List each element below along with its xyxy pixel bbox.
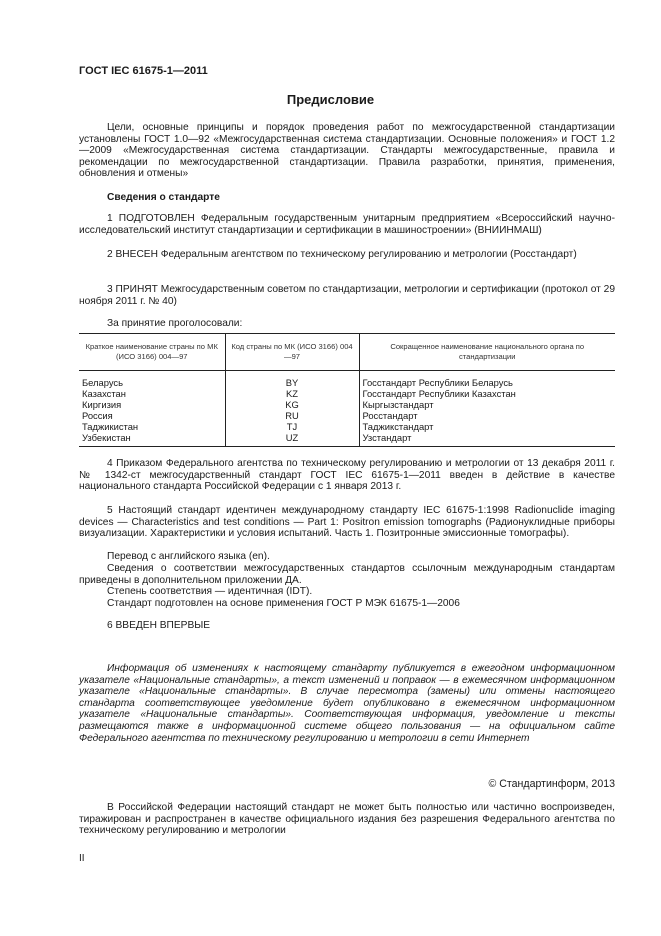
- country-code: TJ: [225, 421, 359, 432]
- page-number: II: [79, 853, 85, 864]
- header-country-name: Краткое наименование страны по МК (ИСО 3166) 004—97: [79, 334, 225, 371]
- voting-countries-table: [79, 333, 615, 447]
- country-name: Россия: [82, 410, 113, 421]
- table-row: [79, 388, 615, 399]
- standards-body: Росстандарт: [359, 410, 615, 421]
- item-3-adopted: 3 ПРИНЯТ Межгосударственным советом по стандартизации, метрологии и сертификации (протокол от 29 ноября 2011 г. № 40): [79, 284, 615, 307]
- table-row: [79, 432, 615, 447]
- country-name: Таджикистан: [82, 421, 139, 432]
- voted-caption: За принятие проголосовали:: [107, 318, 243, 329]
- item-2-submitted: 2 ВНЕСЕН Федеральным агентством по техническому регулированию и метрологии (Росстандарт): [107, 249, 577, 260]
- item-1-prepared: 1 ПОДГОТОВЛЕН Федеральным государственным унитарным предприятием «Всероссийский научно-исследовательский институт стандартизации и сертификации в машиностроении» (ВНИИНМАШ): [79, 213, 615, 236]
- item-4-order: 4 Приказом Федерального агентства по техническому регулированию и метрологии от 13 декабря 2011 г. № 1342-ст межгосударственный стандарт ГОСТ IEC 61675-1—2011 введен в действие в качестве национального стандарта Российской Федерации с 1 января 2013 г.: [79, 458, 615, 493]
- country-name: Киргизия: [82, 399, 122, 410]
- basis-note: Стандарт подготовлен на основе применения ГОСТ Р МЭК 61675-1—2006: [107, 598, 460, 609]
- item-5-identity: 5 Настоящий стандарт идентичен международному стандарту IEC 61675-1:1998 Radionuclide imaging devices — Characteristics and test conditions — Part 1: Positron emission tomographs (Радионуклидные приборы визуализации. Характеристики и условия испытаний. Часть 1. Позитронные эмиссионные томографы).: [79, 505, 615, 540]
- country-code: KZ: [225, 388, 359, 399]
- item-6-introduced: 6 ВВЕДЕН ВПЕРВЫЕ: [107, 620, 211, 631]
- translation-note: Перевод с английского языка (en).: [107, 551, 270, 562]
- table-row: [79, 399, 615, 410]
- country-name: Казахстан: [82, 388, 126, 399]
- standards-body: Узстандарт: [359, 432, 615, 447]
- standards-body: Госстандарт Республики Казахстан: [359, 388, 615, 399]
- references-note: Сведения о соответствии межгосударственных стандартов ссылочным международным стандартам приведены в дополнительном приложении ДА.: [79, 563, 615, 586]
- header-standards-body: Сокращенное наименование национального органа по стандартизации: [359, 334, 615, 371]
- amendments-notice: Информация об изменениях к настоящему стандарту публикуется в ежегодном информационном указателе «Национальные стандарты», а текст изменений и поправок — в ежемесячном информационном указателе «Национальные стандарты». В случае пересмотра (замены) или отмены настоящего стандарта соответствующее уведомление будет опубликовано в ежемесячном информационном указателе «Национальные стандарты». Соответствующая информация, уведомление и тексты размещаются также в информационной системе общего пользования — на официальном сайте Федерального агентства по техническому регулированию и метрологии в сети Интернет: [79, 663, 615, 744]
- table-row: [79, 371, 615, 389]
- reproduction-rights: В Российской Федерации настоящий стандарт не может быть полностью или частично воспроизведен, тиражирован и распространен в качестве официального издания без разрешения Федерального агентства по техническому регулированию и метрологии: [79, 802, 615, 837]
- country-code: KG: [225, 399, 359, 410]
- table-header-row: [79, 334, 615, 371]
- conformity-degree: Степень соответствия — идентичная (IDT).: [107, 586, 313, 597]
- table-row: [79, 421, 615, 432]
- intro-paragraph: Цели, основные принципы и порядок проведения работ по межгосударственной стандартизации установлены ГОСТ 1.0—92 «Межгосударственная система стандартизации. Основные положения» и ГОСТ 1.2—2009 «Межгосударственная система стандартизации. Стандарты межгосударственные, правила и рекомендации по межгосударственной стандартизации. Правила разработки, принятия, применения, обновления и отмены»: [79, 122, 615, 180]
- header-country-code: Код страны по МК (ИСО 3166) 004—97: [225, 334, 359, 371]
- country-code: BY: [225, 371, 359, 389]
- document-code: ГОСТ IEC 61675-1—2011: [79, 65, 208, 77]
- standards-body: Таджикстандарт: [359, 421, 615, 432]
- country-name: Узбекистан: [79, 432, 225, 447]
- page-title: Предисловие: [286, 92, 375, 107]
- country-name: Беларусь: [82, 377, 124, 388]
- copyright-line: © Стандартинформ, 2013: [488, 778, 615, 790]
- standards-body: Госстандарт Республики Беларусь: [359, 371, 615, 389]
- standards-body: Кыргызстандарт: [359, 399, 615, 410]
- country-code: UZ: [225, 432, 359, 447]
- country-code: RU: [225, 410, 359, 421]
- table-row: [79, 410, 615, 421]
- section-heading: Сведения о стандарте: [107, 192, 220, 203]
